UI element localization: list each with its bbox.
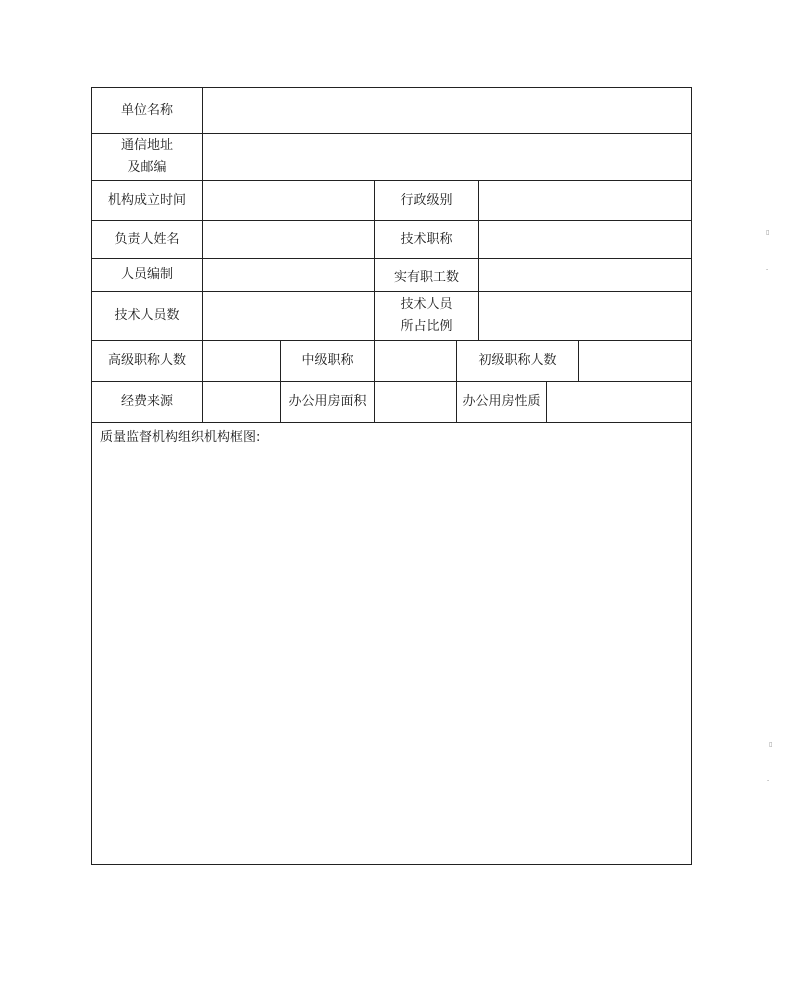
admin-level-field[interactable]	[479, 181, 691, 220]
scan-mark: ▯	[766, 229, 770, 236]
tech-ratio-label-line1: 技术人员	[400, 297, 453, 312]
quality-supervision-org-form	[91, 87, 692, 865]
tech-staff-count-field[interactable]	[203, 292, 374, 340]
director-field[interactable]	[203, 221, 374, 258]
office-nature-label: 办公用房性质	[462, 394, 541, 409]
senior-title-label: 高级职称人数	[107, 353, 186, 368]
mid-title-label: 中级职称	[301, 353, 354, 368]
junior-title-field[interactable]	[579, 341, 691, 381]
tech-title-label: 技术职称	[400, 231, 453, 247]
funding-label: 经费来源	[120, 394, 173, 409]
tech-ratio-field[interactable]	[479, 292, 691, 340]
tech-title-field[interactable]	[479, 221, 691, 258]
senior-title-field[interactable]	[203, 341, 280, 381]
org-chart-area[interactable]	[93, 446, 691, 864]
address-label-line2: 及邮编	[127, 160, 167, 175]
unit-name-field[interactable]	[203, 88, 691, 133]
founded-field[interactable]	[203, 181, 374, 220]
office-area-label: 办公用房面积	[288, 394, 367, 409]
office-area-field[interactable]	[375, 382, 456, 422]
address-label-line1: 通信地址	[120, 138, 173, 153]
scan-mark: ▯	[769, 741, 773, 748]
admin-level-label: 行政级别	[400, 192, 453, 208]
address-field[interactable]	[203, 134, 691, 180]
unit-name-label: 单位名称	[120, 102, 173, 118]
staffing-label: 人员编制	[120, 267, 173, 282]
office-nature-field[interactable]	[547, 382, 691, 422]
tech-ratio-label	[375, 292, 478, 340]
actual-staff-label: 实有职工数	[393, 270, 459, 285]
funding-field[interactable]	[203, 382, 280, 422]
scan-mark: -	[767, 777, 770, 784]
address-label	[92, 134, 202, 180]
staffing-field[interactable]	[203, 259, 374, 291]
actual-staff-field[interactable]	[479, 259, 691, 291]
mid-title-field[interactable]	[375, 341, 456, 381]
director-label: 负责人姓名	[114, 231, 180, 247]
founded-label: 机构成立时间	[107, 192, 186, 208]
junior-title-label: 初级职称人数	[478, 353, 557, 368]
org-chart-label: 质量监督机构组织机构框图:	[100, 430, 261, 445]
tech-ratio-label-line2: 所占比例	[400, 319, 453, 334]
scan-mark: -	[766, 266, 769, 273]
row-divider	[92, 422, 691, 423]
tech-staff-count-label: 技术人员数	[114, 308, 180, 323]
